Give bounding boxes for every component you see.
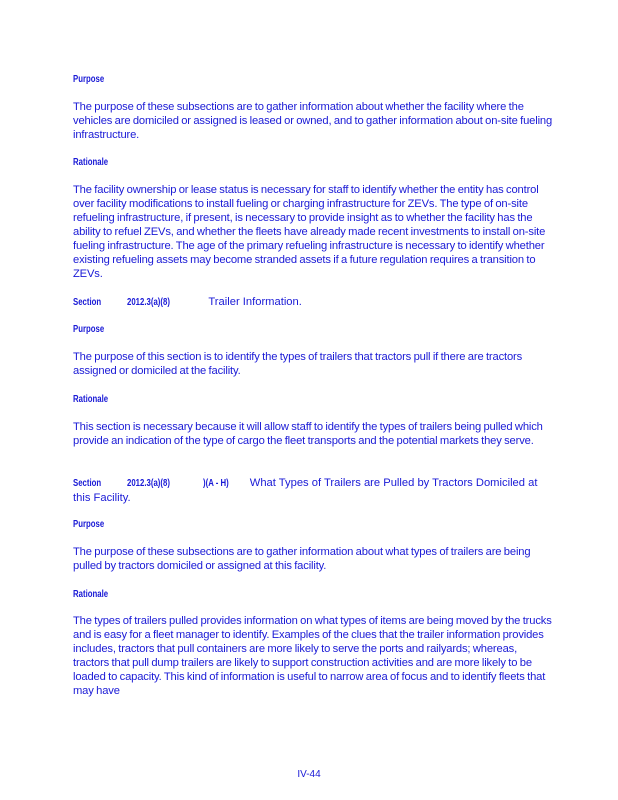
purpose-paragraph: The purpose of these subsections are to gather information about what types of trailers are being pulled by tractors domiciled or assigned at this facility.: [73, 546, 531, 572]
section-number: 2012.3(a)(8): [127, 478, 171, 489]
section-label: Section: [73, 478, 102, 489]
section-range: )(A - H): [202, 478, 229, 489]
rationale-heading: Rationale: [73, 394, 109, 405]
purpose-paragraph: The purpose of these subsections are to gather information about whether the facility where the vehicles are domiciled or assigned is leased or owned, and to gather information about on-site fueling infrastructure.: [73, 101, 553, 141]
section-title: Trailer Information.: [208, 296, 302, 308]
rationale-paragraph: The types of trailers pulled provides information on what types of items are being moved by the trucks and is easy for a fleet manager to identify. Examples of the clues that the trailer information provides includes, tractors that pull containers are more likely to serve the ports and railyards; whereas, tractors that pull dump trailers are likely to support construction activities and are more likely to be loaded to capacity. This kind of information is useful to narrow area of focus and to identify fleets that may have: [73, 615, 552, 697]
section-heading-trailer-types: [73, 476, 553, 505]
purpose-paragraph: The purpose of this section is to identify the types of trailers that tractors pull if there are tractors assigned or domiciled at the facility.: [73, 351, 523, 377]
section-label: Section: [73, 297, 102, 308]
rationale-heading: Rationale: [73, 157, 109, 168]
rationale-paragraph: This section is necessary because it will allow staff to identify the types of trailers being pulled which provide an indication of the type of cargo the fleet transports and the potential markets they serve.: [73, 421, 543, 447]
section-heading-trailer-information: [73, 295, 553, 310]
rationale-heading: Rationale: [73, 589, 109, 600]
section-title: What Types of Trailers are Pulled by Tractors Domiciled at this Facility.: [73, 477, 538, 504]
section-number: 2012.3(a)(8): [127, 297, 171, 308]
page-number: IV-44: [297, 769, 321, 780]
purpose-heading: Purpose: [73, 519, 105, 530]
rationale-paragraph: The facility ownership or lease status is necessary for staff to identify whether the entity has control over facility modifications to install fueling or charging infrastructure for ZEVs. The type of on-site refueling infrastructure, if present, is necessary to provide insight as to whether the facility has the ability to refuel ZEVs, and whether the fleets have already made recent investments to install on-site fueling infrastructure. The age of the primary refueling infrastructure is necessary to identify whether existing refueling assets may become stranded assets if a future regulation requires a transition to ZEVs.: [73, 184, 546, 280]
purpose-heading: Purpose: [73, 74, 105, 85]
purpose-heading: Purpose: [73, 324, 105, 335]
